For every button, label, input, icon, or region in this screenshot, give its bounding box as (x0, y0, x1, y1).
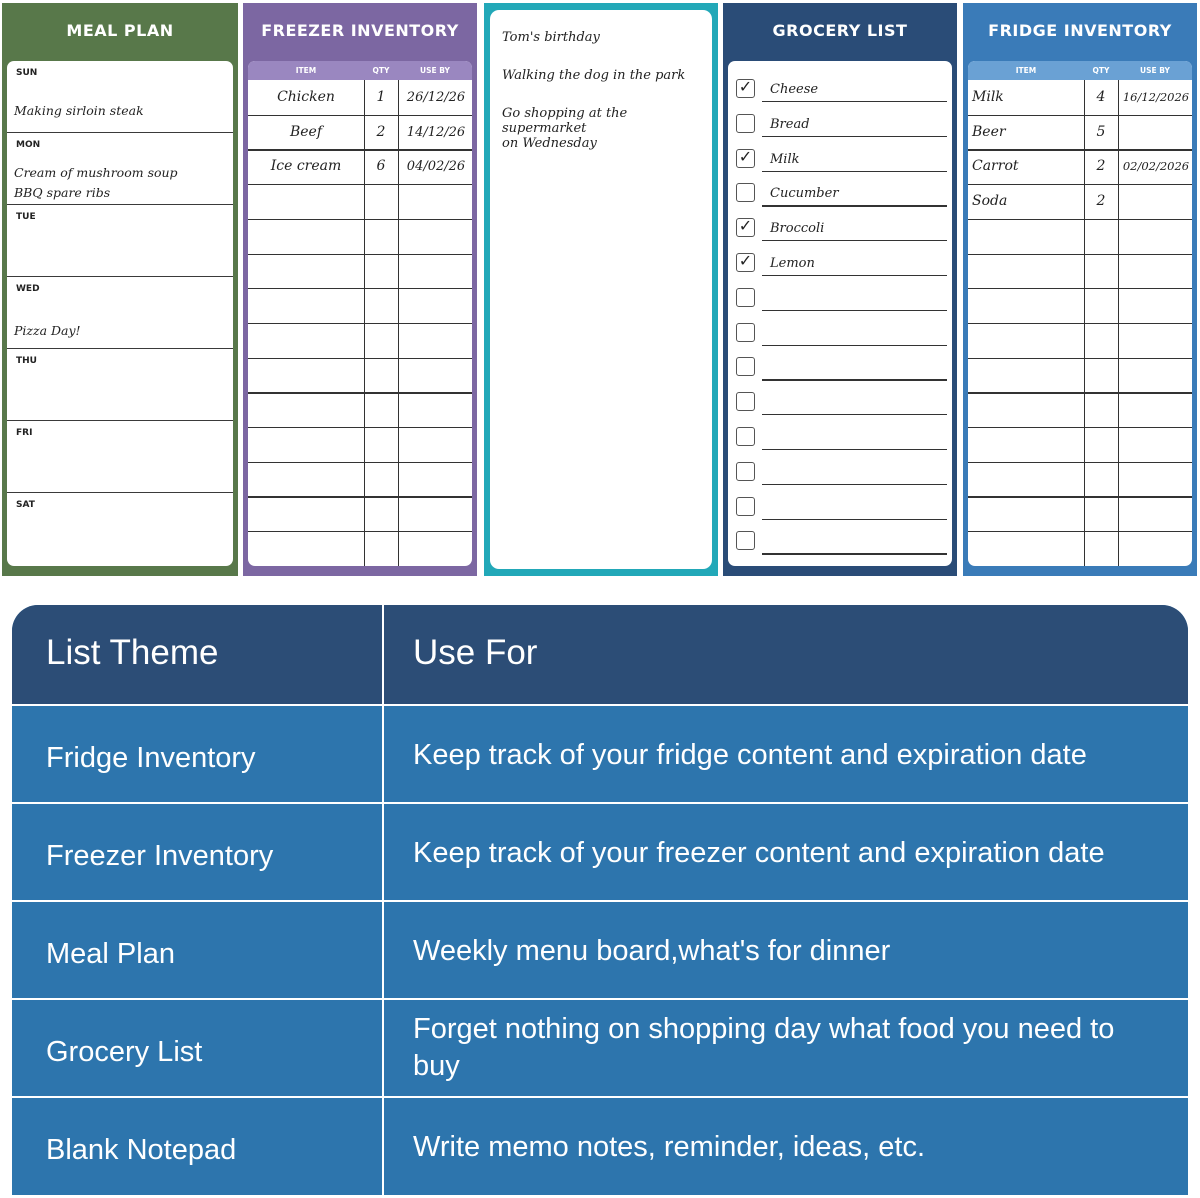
freezer-row-line (248, 358, 472, 359)
checked-checkbox[interactable]: ✓ (736, 218, 755, 237)
theme-table-row (12, 704, 1188, 802)
writing-line (762, 379, 947, 380)
day-label: MON (16, 140, 41, 150)
meal-plan-sheet (7, 61, 233, 566)
freezer-row-line (248, 427, 472, 428)
freezer-header-qty: QTY (372, 66, 390, 75)
theme-name-cell: Fridge Inventory (46, 742, 256, 774)
meal-day-tue (7, 205, 233, 277)
theme-name-cell: Grocery List (46, 1036, 203, 1068)
freezer-use-by-cell: 04/02/26 (406, 159, 466, 175)
freezer-header-item: ITEM (295, 66, 317, 75)
fridge-item-cell: Beer (972, 123, 1006, 140)
empty-checkbox[interactable] (736, 357, 755, 376)
meal-day-sun (7, 61, 233, 133)
fridge-row-line (968, 288, 1192, 289)
freezer-header-use-by: USE BY (420, 66, 450, 75)
use-for-column-header: Use For (413, 633, 538, 672)
freezer-inventory-sheet (248, 61, 472, 566)
theme-table-row (12, 900, 1188, 998)
checked-checkbox[interactable]: ✓ (736, 253, 755, 272)
fridge-row-line (968, 392, 1192, 393)
grocery-list-title: GROCERY LIST (772, 21, 908, 40)
writing-line (762, 205, 947, 206)
freezer-qty-cell: 6 (376, 158, 386, 175)
freezer-qty-cell: 1 (376, 89, 386, 105)
fridge-row-line (968, 323, 1192, 324)
fridge-item-cell: Carrot (972, 158, 1019, 175)
use-for-cell: Weekly menu board,what's for dinner (413, 935, 891, 967)
day-label: THU (16, 356, 37, 366)
fridge-row-line (968, 427, 1192, 428)
memo-line: Go shopping at the supermarket (502, 106, 628, 136)
freezer-item-cell: Ice cream (270, 158, 342, 175)
fridge-item-cell: Soda (972, 193, 1008, 210)
grocery-list-item (728, 245, 952, 280)
empty-checkbox[interactable] (736, 427, 755, 446)
writing-line (762, 519, 947, 520)
day-label: TUE (16, 212, 36, 222)
fridge-row-line (968, 115, 1192, 116)
grocery-list-item (728, 71, 952, 106)
freezer-use-by-cell: 26/12/26 (406, 90, 466, 105)
writing-line (762, 345, 947, 346)
empty-checkbox[interactable] (736, 114, 755, 133)
fridge-inventory-panel (963, 3, 1197, 576)
empty-checkbox[interactable] (736, 288, 755, 307)
writing-line (762, 484, 947, 485)
freezer-row-line (248, 531, 472, 532)
checked-checkbox[interactable]: ✓ (736, 79, 755, 98)
grocery-list-item (728, 489, 952, 524)
grocery-list-item (728, 175, 952, 210)
meal-note: BBQ spare ribs (14, 185, 111, 200)
grocery-list-panel (723, 3, 957, 576)
theme-table-row (12, 1096, 1188, 1194)
fridge-row-line (968, 462, 1192, 463)
theme-table-row (12, 802, 1188, 900)
memo-line: Tom's birthday (502, 30, 600, 45)
grocery-item-label: Broccoli (770, 221, 825, 237)
meal-day-thu (7, 349, 233, 421)
use-for-cell: Keep track of your freezer content and expiration date (413, 837, 1105, 869)
memo-line: on Wednesday (502, 136, 597, 151)
freezer-row-line (248, 115, 472, 116)
freezer-use-by-cell: 14/12/26 (406, 124, 466, 140)
writing-line (762, 414, 947, 415)
meal-day-sat (7, 493, 233, 565)
empty-checkbox[interactable] (736, 183, 755, 202)
meal-day-mon (7, 133, 233, 205)
day-label: FRI (16, 428, 33, 438)
theme-name-cell: Meal Plan (46, 938, 175, 970)
checked-checkbox[interactable]: ✓ (736, 149, 755, 168)
empty-checkbox[interactable] (736, 323, 755, 342)
grocery-list-item (728, 210, 952, 245)
fridge-inventory-title: FRIDGE INVENTORY (988, 21, 1172, 40)
grocery-list-item (728, 106, 952, 141)
freezer-inventory-title: FREEZER INVENTORY (261, 21, 459, 40)
freezer-inventory-panel (243, 3, 477, 576)
use-for-cell: Keep track of your fridge content and expiration date (413, 739, 1087, 771)
empty-checkbox[interactable] (736, 392, 755, 411)
writing-line (762, 553, 947, 554)
notepad-panel (484, 3, 718, 576)
use-for-cell: Write memo notes, reminder, ideas, etc. (413, 1131, 926, 1163)
theme-name-cell: Freezer Inventory (46, 840, 274, 872)
fridge-row-line (968, 254, 1192, 255)
day-label: SUN (16, 68, 38, 78)
grocery-list-item (728, 141, 952, 176)
freezer-row-line (248, 254, 472, 255)
memo-line: Walking the dog in the park (502, 68, 686, 83)
grocery-list-sheet (728, 61, 952, 566)
meal-day-wed (7, 277, 233, 349)
fridge-use-by-cell: 02/02/2026 (1122, 159, 1190, 174)
grocery-list-item (728, 349, 952, 384)
fridge-row-line (968, 531, 1192, 532)
fridge-row-line (968, 496, 1192, 497)
fridge-row-line (968, 149, 1192, 150)
list-theme-table (12, 605, 1188, 1195)
fridge-header-qty: QTY (1092, 66, 1110, 75)
empty-checkbox[interactable] (736, 531, 755, 550)
empty-checkbox[interactable] (736, 462, 755, 481)
freezer-table-header (248, 61, 472, 80)
grocery-item-label: Cheese (770, 82, 819, 97)
freezer-row-line (248, 496, 472, 497)
grocery-list-item (728, 384, 952, 419)
day-label: SAT (16, 500, 35, 510)
theme-table-row (12, 998, 1188, 1096)
day-label: WED (16, 284, 40, 294)
writing-line (762, 240, 947, 241)
meal-note: Pizza Day! (14, 323, 81, 338)
notepad-sheet (490, 10, 712, 569)
fridge-row-line (968, 219, 1192, 220)
freezer-row-line (248, 323, 472, 324)
freezer-row-line (248, 184, 472, 185)
fridge-qty-cell: 2 (1096, 158, 1106, 175)
theme-name-cell: Blank Notepad (46, 1134, 237, 1166)
freezer-row-line (248, 219, 472, 220)
empty-checkbox[interactable] (736, 497, 755, 516)
freezer-row-line (248, 288, 472, 289)
fridge-use-by-cell: 16/12/2026 (1122, 90, 1190, 104)
fridge-table-header (968, 61, 1192, 80)
fridge-qty-cell: 2 (1096, 193, 1106, 210)
theme-column-header: List Theme (46, 633, 219, 672)
meal-note: Making sirloin steak (14, 103, 144, 118)
freezer-row-line (248, 392, 472, 393)
freezer-row-line (248, 149, 472, 150)
grocery-list-item (728, 315, 952, 350)
writing-line (762, 136, 947, 137)
use-for-cell: Forget nothing on shopping day what food you need to buy (413, 1013, 1115, 1082)
grocery-list-item (728, 454, 952, 489)
grocery-item-label: Milk (770, 151, 800, 167)
freezer-item-cell: Beef (289, 123, 323, 140)
meal-note: Cream of mushroom soup (14, 165, 178, 180)
meal-day-fri (7, 421, 233, 493)
theme-table-header (12, 605, 1188, 704)
meal-plan-panel (2, 3, 238, 576)
writing-line (762, 171, 947, 172)
freezer-item-cell: Chicken (277, 89, 335, 105)
fridge-inventory-sheet (968, 61, 1192, 566)
meal-plan-title: MEAL PLAN (66, 21, 174, 40)
writing-line (762, 310, 947, 311)
grocery-item-label: Cucumber (770, 186, 839, 202)
grocery-item-label: Lemon (770, 256, 815, 271)
column-divider (382, 605, 384, 1195)
fridge-row-line (968, 184, 1192, 185)
fridge-qty-cell: 5 (1096, 123, 1106, 140)
fridge-header-use-by: USE BY (1140, 66, 1170, 75)
grocery-list-item (728, 419, 952, 454)
fridge-row-line (968, 358, 1192, 359)
grocery-item-label: Bread (770, 116, 810, 132)
writing-line (762, 275, 947, 276)
fridge-item-cell: Milk (972, 89, 1004, 105)
fridge-qty-cell: 4 (1096, 89, 1106, 105)
grocery-list-item (728, 523, 952, 558)
writing-line (762, 449, 947, 450)
fridge-header-item: ITEM (1015, 66, 1037, 75)
freezer-row-line (248, 462, 472, 463)
grocery-list-item (728, 280, 952, 315)
writing-line (762, 101, 947, 102)
freezer-qty-cell: 2 (376, 123, 386, 140)
